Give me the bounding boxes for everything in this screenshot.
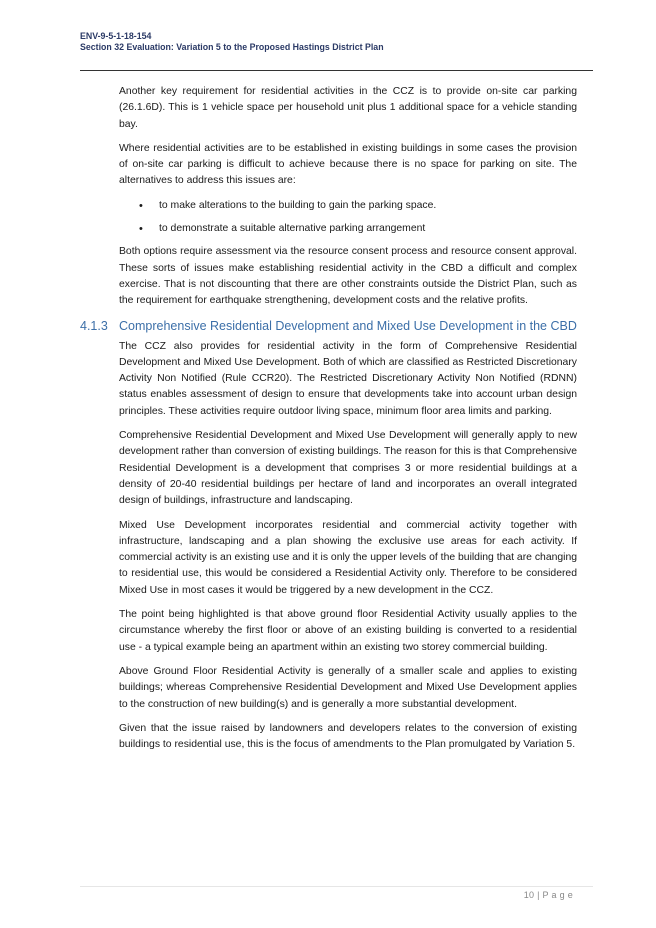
header-divider (80, 70, 593, 71)
paragraph: Comprehensive Residential Development and Mixed Use Development will generally apply to new development rather than conversion of existing buildings. The reason for this is that Comprehensive Residential Development is a development that comprises 3 or more residential buildings at a density of 20-40 residential buildings per hectare of land and incorporates an overall integrated design of buildings, infrastructure and landscaping. (119, 430, 577, 507)
page-number: 10 | P a g e (523, 890, 573, 900)
paragraph: The CCZ also provides for residential activity in the form of Comprehensive Residential Development and Mixed Use Development. Both of which are classified as Restricted Discretionary Activity Non Notified (Rule CCR20). The Restricted Discretionary Activity Non Notified (RDNN) status enables assessment of design to ensure that developments take into account urban design principles. These activities require outdoor living space, minimum floor area limits and parking. (119, 340, 577, 417)
list-item-text: to demonstrate a suitable alternative parking arrangement (159, 223, 426, 235)
document-id: ENV-9-5-1-18-154 (80, 31, 152, 41)
paragraph: The point being highlighted is that above ground floor Residential Activity usually applies to the circumstance whereby the first floor or above of an existing building is converted to a residential use - a typical example being an apartment within an existing two storey commercial building. (119, 609, 577, 653)
list-item-text: to make alterations to the building to gain the parking space. (159, 199, 437, 211)
list-item (119, 198, 577, 214)
document-body (80, 84, 578, 761)
paragraph: Above Ground Floor Residential Activity is generally of a smaller scale and applies to existing buildings; whereas Comprehensive Residential Development and Mixed Use Development applies to the construction of new building(s) and is generally a more substantial development. (119, 665, 577, 710)
paragraph: Another key requirement for residential activities in the CCZ is to provide on-site car parking (26.1.6D). This is 1 vehicle space per household unit plus 1 additional space for a vehicle standing bay. (119, 86, 577, 130)
paragraph: Given that the issue raised by landowners and developers relates to the conversion of existing buildings to residential use, this is the focus of amendments to the Plan promulgated by Variation 5. (119, 722, 577, 751)
paragraph: Mixed Use Development incorporates residential and commercial activity together with infrastructure, landscaping and a plan showing the exclusive use areas for each activity. If commercial activity is an existing use and it is only the upper levels of the building that are changing to residential use, this would be considered a Residential Activity only. Therefore to be considered Mixed Use in most cases it would be triggered by a new development in the CCZ. (119, 519, 578, 596)
section-number: 4.1.3 (80, 318, 108, 333)
document-header (80, 31, 600, 53)
paragraph: Where residential activities are to be established in existing buildings in some cases the provision of on-site car parking is difficult to achieve because there is no space for parking on site. The alternatives to address this issues are: (119, 142, 577, 187)
bullet-icon: • (139, 223, 143, 236)
bullet-icon: • (139, 199, 143, 212)
bullet-list (119, 198, 577, 238)
paragraph: Both options require assessment via the resource consent process and resource consent approval. These sorts of issues make establishing residential activity in the CBD a difficult and complex exercise. That is not discounting that there are other constraints outside the District Plan, such as the requirement for earthquake strengthening, development costs and the relative profits. (119, 246, 577, 307)
document-title: Section 32 Evaluation: Variation 5 to the Proposed Hastings District Plan (80, 42, 384, 52)
footer-divider (80, 886, 593, 887)
section-heading (80, 318, 577, 335)
section-title: Comprehensive Residential Development and Mixed Use Development in the CBD (119, 318, 577, 333)
list-item (119, 221, 577, 237)
